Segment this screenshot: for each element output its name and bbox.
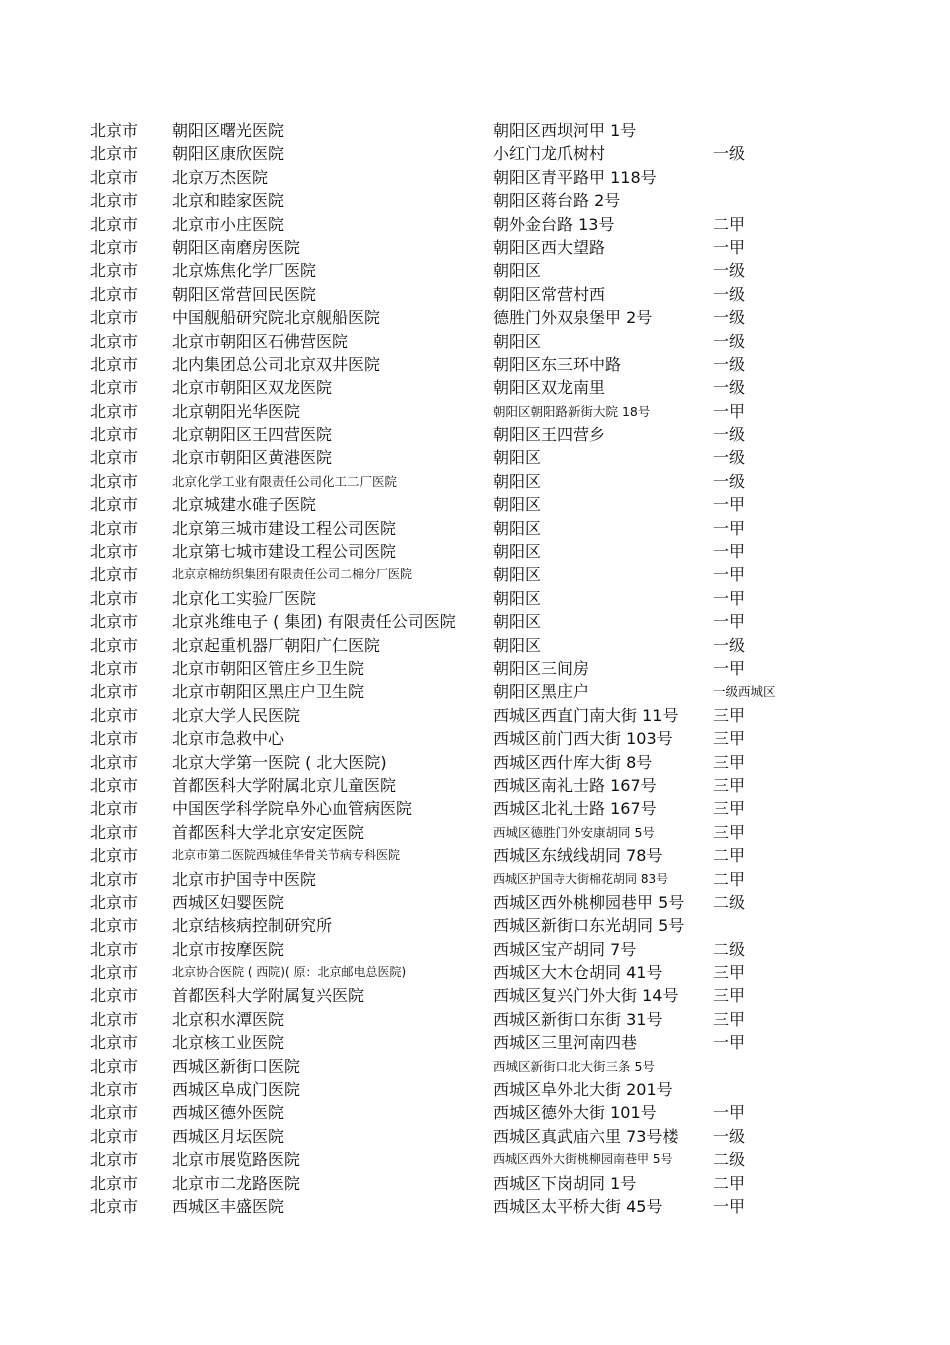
city-cell: 北京市 [90, 542, 139, 562]
level-cell: 一甲 [713, 612, 746, 632]
level-cell: 三甲 [713, 986, 746, 1006]
table-row [0, 1125, 950, 1148]
level-cell: 一甲 [713, 1033, 746, 1053]
table-row [0, 727, 950, 750]
address-cell: 朝外金台路 13号 [493, 214, 615, 234]
city-cell: 北京市 [90, 752, 139, 772]
hospital-name-cell: 北京起重机器厂朝阳广仁医院 [172, 635, 381, 655]
address-cell: 朝阳区西大望路 [493, 237, 606, 257]
table-row [0, 587, 950, 610]
table-row [0, 540, 950, 563]
city-cell: 北京市 [90, 401, 139, 421]
city-cell: 北京市 [90, 682, 139, 702]
address-cell: 西城区德外大街 101号 [493, 1103, 657, 1123]
address-cell: 朝阳区三间房 [493, 658, 590, 678]
city-cell: 北京市 [90, 1056, 139, 1076]
level-cell: 一甲 [713, 401, 746, 421]
table-row [0, 891, 950, 914]
hospital-name-cell: 中国舰船研究院北京舰船医院 [172, 308, 381, 328]
level-cell: 二甲 [713, 1173, 746, 1193]
city-cell: 北京市 [90, 1196, 139, 1216]
city-cell: 北京市 [90, 261, 139, 281]
city-cell: 北京市 [90, 658, 139, 678]
address-cell: 朝阳区 [493, 331, 542, 351]
address-cell: 西城区北礼士路 167号 [493, 799, 657, 819]
address-cell: 德胜门外双泉堡甲 2号 [493, 308, 653, 328]
table-row [0, 1172, 950, 1195]
hospital-name-cell: 北京大学第一医院 ( 北大医院) [172, 752, 387, 772]
table-row [0, 142, 950, 165]
city-cell: 北京市 [90, 144, 139, 164]
table-row [0, 306, 950, 329]
address-cell: 朝阳区 [493, 261, 542, 281]
hospital-name-cell: 朝阳区曙光医院 [172, 121, 285, 140]
level-cell: 一级 [713, 448, 746, 468]
level-cell: 一甲 [713, 542, 746, 562]
table-row [0, 774, 950, 797]
address-cell: 朝阳区 [493, 471, 542, 491]
city-cell: 北京市 [90, 986, 139, 1006]
table-row [0, 259, 950, 282]
city-cell: 北京市 [90, 612, 139, 632]
address-cell: 朝阳区青平路甲 118号 [493, 167, 657, 187]
table-row [0, 119, 950, 142]
address-cell: 西城区大木仓胡同 41号 [493, 963, 663, 983]
hospital-name-cell: 北京第七城市建设工程公司医院 [172, 542, 397, 562]
city-cell: 北京市 [90, 237, 139, 257]
hospital-name-cell: 北京核工业医院 [172, 1033, 285, 1053]
city-cell: 北京市 [90, 1033, 139, 1053]
address-cell: 西城区阜外北大街 201号 [493, 1080, 673, 1100]
address-cell: 朝阳区双龙南里 [493, 378, 606, 398]
level-cell: 三甲 [713, 775, 746, 795]
table-row [0, 1055, 950, 1078]
hospital-name-cell: 北京市小庄医院 [172, 214, 285, 234]
city-cell: 北京市 [90, 354, 139, 374]
city-cell: 北京市 [90, 1103, 139, 1123]
hospital-name-cell: 北京结核病控制研究所 [172, 916, 333, 936]
hospital-name-cell: 西城区新街口医院 [172, 1056, 301, 1076]
city-cell: 北京市 [90, 1150, 139, 1170]
hospital-name-cell: 北京市朝阳区黑庄户卫生院 [172, 682, 365, 702]
table-row [0, 517, 950, 540]
hospital-name-cell: 朝阳区康欣医院 [172, 144, 285, 164]
table-row [0, 657, 950, 680]
city-cell: 北京市 [90, 963, 139, 983]
city-cell: 北京市 [90, 705, 139, 725]
address-cell: 西城区西外大街桃柳园南巷甲 5号 [493, 1152, 673, 1167]
level-cell: 一级 [713, 1126, 746, 1146]
level-cell: 三甲 [713, 705, 746, 725]
table-row [0, 680, 950, 703]
hospital-name-cell: 西城区丰盛医院 [172, 1196, 285, 1216]
hospital-name-cell: 北京市二龙路医院 [172, 1173, 301, 1193]
hospital-name-cell: 北京市护国寺中医院 [172, 869, 317, 889]
address-cell: 西城区南礼士路 167号 [493, 775, 657, 795]
hospital-name-cell: 首都医科大学附属北京儿童医院 [172, 775, 397, 795]
table-row [0, 868, 950, 891]
hospital-name-cell: 北京化学工业有限责任公司化工二厂医院 [172, 473, 398, 489]
table-row [0, 376, 950, 399]
address-cell: 西城区下岗胡同 1号 [493, 1173, 637, 1193]
hospital-name-cell: 北京城建水碓子医院 [172, 495, 317, 515]
table-row [0, 751, 950, 774]
city-cell: 北京市 [90, 939, 139, 959]
address-cell: 朝阳区黑庄户 [493, 682, 590, 702]
city-cell: 北京市 [90, 775, 139, 795]
city-cell: 北京市 [90, 191, 139, 211]
city-cell: 北京市 [90, 846, 139, 866]
level-cell: 一甲 [713, 1196, 746, 1216]
table-row [0, 330, 950, 353]
address-cell: 西城区真武庙六里 73号楼 [493, 1126, 679, 1146]
table-row [0, 400, 950, 423]
hospital-name-cell: 西城区妇婴医院 [172, 892, 285, 912]
hospital-name-cell: 北京协合医院 ( 西院)( 原：北京邮电总医院) [172, 965, 407, 980]
level-cell: 一级 [713, 635, 746, 655]
hospital-name-cell: 北京市朝阳区黄港医院 [172, 448, 333, 468]
level-cell: 二甲 [713, 214, 746, 234]
level-cell: 三甲 [713, 1009, 746, 1029]
city-cell: 北京市 [90, 495, 139, 515]
table-row [0, 166, 950, 189]
city-cell: 北京市 [90, 121, 139, 140]
city-cell: 北京市 [90, 331, 139, 351]
address-cell: 朝阳区朝阳路新街大院 18号 [493, 403, 651, 419]
table-row [0, 961, 950, 984]
hospital-name-cell: 北京京棉纺织集团有限责任公司二棉分厂医院 [172, 567, 413, 582]
table-row [0, 189, 950, 212]
address-cell: 朝阳区 [493, 495, 542, 515]
address-cell: 西城区三里河南四巷 [493, 1033, 638, 1053]
city-cell: 北京市 [90, 565, 139, 585]
level-cell: 二级 [713, 892, 746, 912]
address-cell: 西城区复兴门外大街 14号 [493, 986, 679, 1006]
level-cell: 三甲 [713, 752, 746, 772]
address-cell: 朝阳区 [493, 612, 542, 632]
address-cell: 西城区宝产胡同 7号 [493, 939, 637, 959]
address-cell: 朝阳区 [493, 542, 542, 562]
table-row [0, 563, 950, 586]
level-cell: 二级 [713, 1150, 746, 1170]
level-cell: 一级 [713, 354, 746, 374]
level-cell: 一级 [713, 144, 746, 164]
table-row [0, 634, 950, 657]
city-cell: 北京市 [90, 1080, 139, 1100]
hospital-name-cell: 北京市第二医院西城佳华骨关节病专科医院 [172, 848, 401, 863]
hospital-name-cell: 北京市急救中心 [172, 729, 285, 749]
table-row [0, 353, 950, 376]
table-row [0, 938, 950, 961]
hospital-name-cell: 北京第三城市建设工程公司医院 [172, 518, 397, 538]
level-cell: 一级 [713, 308, 746, 328]
level-cell: 一级 [713, 425, 746, 445]
city-cell: 北京市 [90, 729, 139, 749]
address-cell: 西城区西直门南大街 11号 [493, 705, 679, 725]
city-cell: 北京市 [90, 214, 139, 234]
address-cell: 朝阳区 [493, 565, 542, 585]
address-cell: 朝阳区西坝河甲 1号 [493, 121, 637, 140]
level-cell: 一级 [713, 471, 746, 491]
city-cell: 北京市 [90, 518, 139, 538]
hospital-name-cell: 北京市朝阳区管庄乡卫生院 [172, 658, 365, 678]
level-cell: 二级 [713, 939, 746, 959]
hospital-name-cell: 北京市展览路医院 [172, 1150, 301, 1170]
table-row [0, 1008, 950, 1031]
level-cell: 三甲 [713, 729, 746, 749]
table-row [0, 610, 950, 633]
level-cell: 一级 [713, 378, 746, 398]
address-cell: 朝阳区东三环中路 [493, 354, 622, 374]
city-cell: 北京市 [90, 588, 139, 608]
hospital-name-cell: 西城区德外医院 [172, 1103, 285, 1123]
city-cell: 北京市 [90, 916, 139, 936]
address-cell: 朝阳区 [493, 588, 542, 608]
address-cell: 小红门龙爪树村 [493, 144, 606, 164]
address-cell: 西城区护国寺大街棉花胡同 83号 [493, 871, 669, 886]
address-cell: 西城区前门西大街 103号 [493, 729, 673, 749]
table-row [0, 1078, 950, 1101]
address-cell: 朝阳区蒋台路 2号 [493, 191, 621, 211]
address-cell: 西城区东绒线胡同 78号 [493, 846, 663, 866]
city-cell: 北京市 [90, 869, 139, 889]
table-row [0, 821, 950, 844]
level-cell: 一级西城区 [713, 684, 776, 700]
level-cell: 一级 [713, 284, 746, 304]
hospital-name-cell: 北京市朝阳区双龙医院 [172, 378, 333, 398]
level-cell: 一级 [713, 331, 746, 351]
table-row [0, 797, 950, 820]
table-row [0, 844, 950, 867]
level-cell: 一甲 [713, 495, 746, 515]
hospital-name-cell: 北京市按摩医院 [172, 939, 285, 959]
city-cell: 北京市 [90, 799, 139, 819]
hospital-name-cell: 朝阳区南磨房医院 [172, 237, 301, 257]
level-cell: 三甲 [713, 963, 746, 983]
city-cell: 北京市 [90, 1173, 139, 1193]
city-cell: 北京市 [90, 1126, 139, 1146]
city-cell: 北京市 [90, 635, 139, 655]
level-cell: 二甲 [713, 869, 746, 889]
address-cell: 西城区太平桥大街 45号 [493, 1196, 663, 1216]
city-cell: 北京市 [90, 471, 139, 491]
hospital-name-cell: 北京炼焦化学厂医院 [172, 261, 317, 281]
hospital-name-cell: 北京化工实验厂医院 [172, 588, 317, 608]
level-cell: 一甲 [713, 658, 746, 678]
table-row [0, 1101, 950, 1124]
table-row [0, 470, 950, 493]
table-row [0, 236, 950, 259]
table-row [0, 283, 950, 306]
table-row [0, 423, 950, 446]
level-cell: 一甲 [713, 588, 746, 608]
address-cell: 朝阳区常营村西 [493, 284, 606, 304]
address-cell: 朝阳区 [493, 635, 542, 655]
table-row [0, 213, 950, 236]
table-row [0, 1031, 950, 1054]
table-row [0, 1195, 950, 1218]
address-cell: 朝阳区 [493, 448, 542, 468]
hospital-name-cell: 北京兆维电子 ( 集团) 有限责任公司医院 [172, 612, 456, 632]
level-cell: 二甲 [713, 846, 746, 866]
address-cell: 朝阳区王四营乡 [493, 425, 606, 445]
address-cell: 西城区新街口东街 31号 [493, 1009, 663, 1029]
hospital-name-cell: 北京大学人民医院 [172, 705, 301, 725]
hospital-name-cell: 朝阳区常营回民医院 [172, 284, 317, 304]
hospital-name-cell: 北京和睦家医院 [172, 191, 285, 211]
hospital-name-cell: 西城区阜成门医院 [172, 1080, 301, 1100]
hospital-table [0, 119, 950, 1218]
city-cell: 北京市 [90, 892, 139, 912]
table-row [0, 914, 950, 937]
city-cell: 北京市 [90, 167, 139, 187]
level-cell: 一甲 [713, 518, 746, 538]
hospital-name-cell: 西城区月坛医院 [172, 1126, 285, 1146]
city-cell: 北京市 [90, 822, 139, 842]
hospital-name-cell: 首都医科大学附属复兴医院 [172, 986, 365, 1006]
hospital-name-cell: 北内集团总公司北京双井医院 [172, 354, 381, 374]
table-row [0, 704, 950, 727]
address-cell: 西城区新街口东光胡同 5号 [493, 916, 685, 936]
hospital-name-cell: 北京积水潭医院 [172, 1009, 285, 1029]
hospital-name-cell: 北京市朝阳区石佛营医院 [172, 331, 349, 351]
hospital-name-cell: 北京朝阳区王四营医院 [172, 425, 333, 445]
level-cell: 三甲 [713, 822, 746, 842]
table-row [0, 493, 950, 516]
address-cell: 西城区西什库大街 8号 [493, 752, 653, 772]
address-cell: 西城区西外桃柳园巷甲 5号 [493, 892, 685, 912]
table-row [0, 446, 950, 469]
hospital-name-cell: 北京朝阳光华医院 [172, 401, 301, 421]
address-cell: 朝阳区 [493, 518, 542, 538]
level-cell: 一甲 [713, 237, 746, 257]
city-cell: 北京市 [90, 378, 139, 398]
level-cell: 一级 [713, 261, 746, 281]
address-cell: 西城区德胜门外安康胡同 5号 [493, 824, 655, 840]
city-cell: 北京市 [90, 1009, 139, 1029]
level-cell: 一甲 [713, 1103, 746, 1123]
hospital-name-cell: 首都医科大学北京安定医院 [172, 822, 365, 842]
level-cell: 三甲 [713, 799, 746, 819]
hospital-name-cell: 北京万杰医院 [172, 167, 269, 187]
table-row [0, 984, 950, 1007]
city-cell: 北京市 [90, 284, 139, 304]
address-cell: 西城区新街口北大街三条 5号 [493, 1058, 655, 1074]
table-row [0, 1148, 950, 1171]
city-cell: 北京市 [90, 425, 139, 445]
level-cell: 一甲 [713, 565, 746, 585]
city-cell: 北京市 [90, 448, 139, 468]
hospital-name-cell: 中国医学科学院阜外心血管病医院 [172, 799, 413, 819]
city-cell: 北京市 [90, 308, 139, 328]
